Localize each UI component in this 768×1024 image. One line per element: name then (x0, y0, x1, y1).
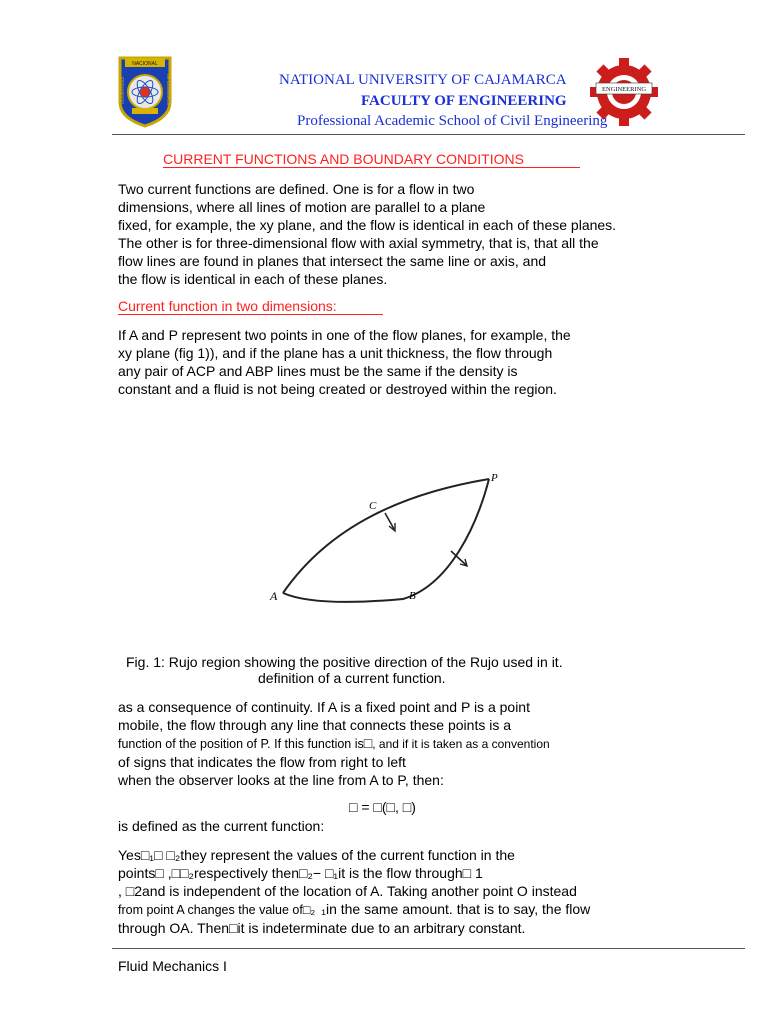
paragraph-line (118, 900, 590, 919)
paragraph-line: any pair of ACP and ABP lines must be the same if the density is (118, 363, 518, 379)
figure-caption-line2: definition of a current function. (258, 670, 446, 686)
intro-line: The other is for three-dimensional flow with axial symmetry, that is, that all the (118, 235, 599, 251)
paragraph-fragment: function of the position of P. If this function is (118, 737, 364, 751)
logo-right-text: DE CAJAMARCA (166, 74, 171, 106)
current-function-equation: □ = □(□, □) (349, 799, 416, 815)
label-a: A (270, 589, 278, 603)
label-c: C (369, 500, 377, 512)
paragraph-line: xy plane (fig 1)), and if the plane has a unit thickness, the flow through (118, 345, 553, 361)
logo-top-text: NACIONAL (132, 61, 158, 67)
intro-line: dimensions, where all lines of motion are parallel to a plane (118, 199, 486, 215)
university-name: NATIONAL UNIVERSITY OF CAJAMARCA (279, 72, 567, 88)
paragraph-line: If A and P represent two points in one of the flow planes, for example, the (118, 327, 571, 343)
school-name: Professional Academic School of Civil Engineering (297, 113, 608, 129)
intro-line: flow lines are found in planes that intersect the same line or axis, and (118, 253, 547, 269)
paragraph-fragment: ₁in the same amount. that is to say, the flow (321, 901, 591, 917)
paragraph-line: through OA. Then□it is indeterminate due to an arbitrary constant. (118, 920, 526, 936)
paragraph-values (118, 846, 590, 937)
footer-text: Fluid Mechanics I (118, 958, 227, 974)
paragraph-continuity (118, 698, 550, 789)
figure-caption-line1: Fig. 1: Rujo region showing the positive direction of the Rujo used in it. (126, 654, 563, 670)
paragraph-line: points□ ,□□₂respectively then□₂− □₁it is the flow through□ 1 (118, 865, 483, 881)
section-subtitle (118, 298, 383, 315)
paragraph-line: constant and a fluid is not being created or destroyed within the region. (118, 381, 557, 397)
intro-line: fixed, for example, the xy plane, and the flow is identical in each of these planes. (118, 217, 617, 233)
paragraph-line: mobile, the flow through any line that connects these points is a (118, 717, 512, 733)
header-divider (112, 134, 745, 135)
document-title-text: CURRENT FUNCTIONS AND BOUNDARY CONDITIONS (163, 151, 580, 168)
university-seal-icon (116, 52, 174, 128)
logo-left-text: UNIVERSIDAD (120, 76, 125, 104)
paragraph-line: of signs that indicates the flow from right to left (118, 754, 406, 770)
curve-abp (283, 479, 489, 602)
paragraph-line: , □2and is independent of the location of A. Taking another point O instead (118, 883, 577, 899)
document-title (163, 151, 580, 168)
intro-line: the flow is identical in each of these planes. (118, 271, 388, 287)
symbol-psi: □ (363, 735, 373, 751)
university-logo (116, 52, 174, 128)
paragraph-fragment: from point A changes the value of□₂ (118, 903, 316, 917)
label-b: B (409, 590, 416, 602)
faculty-name: FACULTY OF ENGINEERING (361, 93, 567, 109)
paragraph-line (118, 734, 550, 753)
intro-paragraph (118, 180, 616, 288)
paragraph-definition: is defined as the current function: (118, 818, 325, 834)
engineering-banner-text: ENGINEERING (601, 86, 647, 93)
footer-divider (112, 948, 745, 949)
intro-line: Two current functions are defined. One is for a flow in two (118, 181, 475, 197)
paragraph-fragment: , and if it is taken as a convention (372, 737, 550, 751)
label-p: P (491, 472, 498, 484)
paragraph-line: Yes□₁□ □₂they represent the values of the current function in the (118, 847, 515, 863)
flow-figure (255, 465, 515, 615)
paragraph-flow-points (118, 326, 571, 398)
curve-acp (283, 479, 489, 593)
paragraph-line: as a consequence of continuity. If A is a fixed point and P is a point (118, 699, 530, 715)
paragraph-line: when the observer looks at the line from A to P, then: (118, 772, 444, 788)
section-subtitle-text: Current function in two dimensions: (118, 298, 383, 315)
